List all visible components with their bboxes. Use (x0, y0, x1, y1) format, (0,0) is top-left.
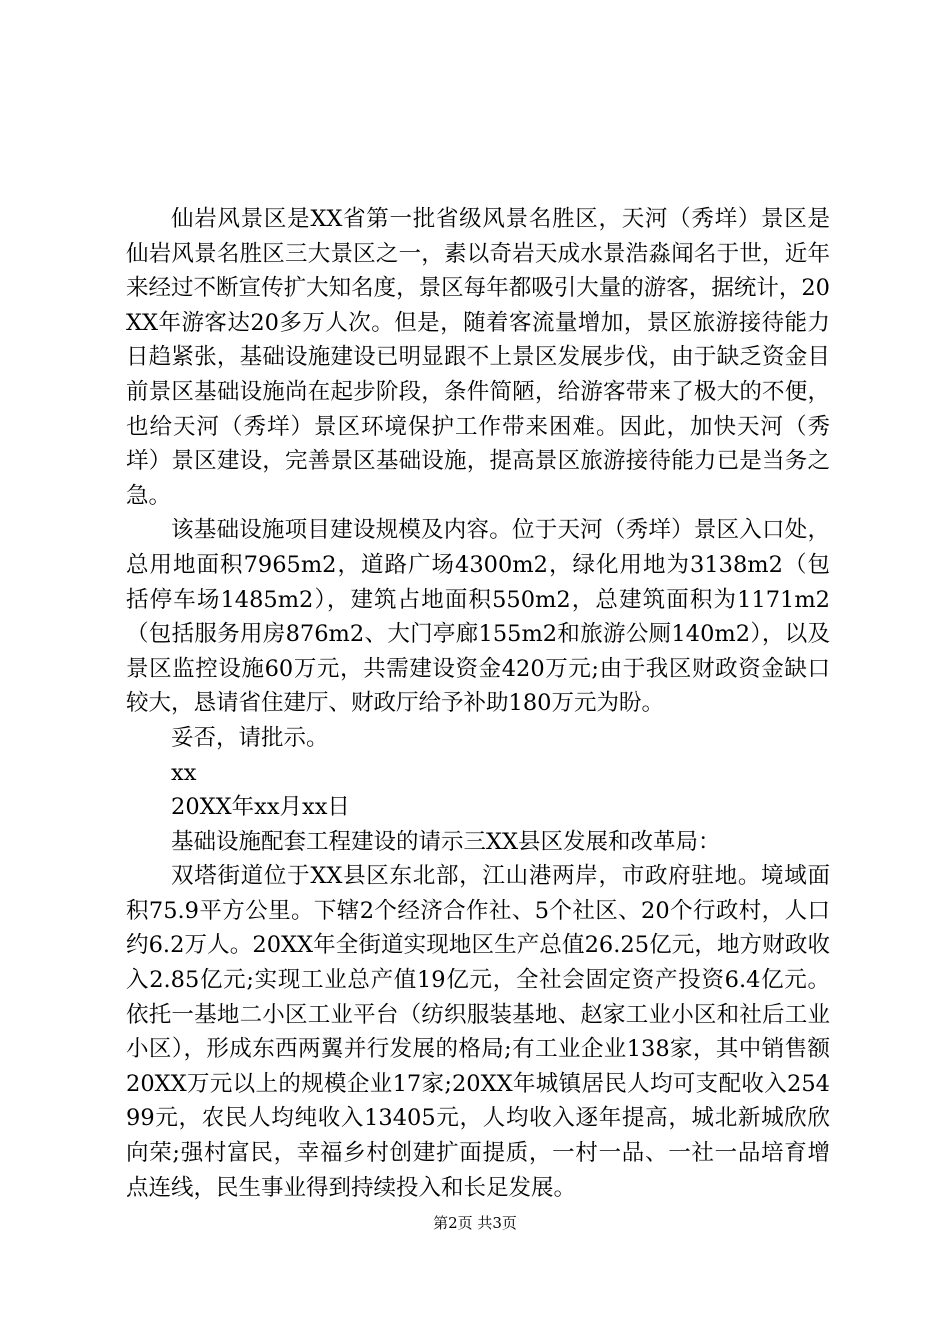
document-body (126, 202, 830, 1205)
paragraph-second-request-heading: 基础设施配套工程建设的请示三XX县区发展和改革局： (171, 828, 721, 855)
paragraph-approval-request: 妥否，请批示。 (171, 724, 329, 751)
paragraph-signatory: xx (171, 759, 197, 786)
paragraph-project-scale: 该基础设施项目建设规模及内容。位于天河（秀垟）景区入口处，总用地面积7965m2，道路广场4300m2，绿化用地为3138m2（包括停车场1485m2），建筑占地面积550m2，总建筑面积为1171m2（包括服务用房876m2、大门亭廊155m2和旅游公厕140m2），以及景区监控设施60万元，共需建设资金420万元;由于我区财政资金缺口较大，恳请省住建厅、财政厅给予补助180万元为盼。 (126, 517, 830, 717)
paragraph-scenic-area-intro: 仙岩风景区是XX省第一批省级风景名胜区，天河（秀垟）景区是仙岩风景名胜区三大景区之一，素以奇岩天成水景浩淼闻名于世，近年来经过不断宣传扩大知名度，景区每年都吸引大量的游客，据统计，20XX年游客达20多万人次。但是，随着客流量增加，景区旅游接待能力日趋紧张，基础设施建设已明显跟不上景区发展步伐，由于缺乏资金目前景区基础设施尚在起步阶段，条件简陋，给游客带来了极大的不便，也给天河（秀垟）景区环境保护工作带来困难。因此，加快天河（秀垟）景区建设，完善景区基础设施，提高景区旅游接待能力已是当务之急。 (126, 206, 830, 509)
paragraph-district-overview: 双塔街道位于XX县区东北部，江山港两岸，市政府驻地。境域面积75.9平方公里。下辖2个经济合作社、5个社区、20个行政村，人口约6.2万人。20XX年全街道实现地区生产总值26.25亿元，地方财政收入2.85亿元;实现工业总产值19亿元，全社会固定资产投资6.4亿元。依托一基地二小区工业平台（纺织服装基地、赵家工业小区和社后工业小区），形成东西两翼并行发展的格局;有工业企业138家，其中销售额20XX万元以上的规模企业17家;20XX年城镇居民人均可支配收入25499元，农民人均纯收入13405元，人均收入逐年提高，城北新城欣欣向荣;强村富民，幸福乡村创建扩面提质，一村一品、一社一品培育增点连线，民生事业得到持续投入和长足发展。 (126, 863, 830, 1201)
paragraph-date: 20XX年xx月xx日 (171, 794, 350, 821)
page-number-footer: 第2页 共3页 (433, 1214, 517, 1232)
